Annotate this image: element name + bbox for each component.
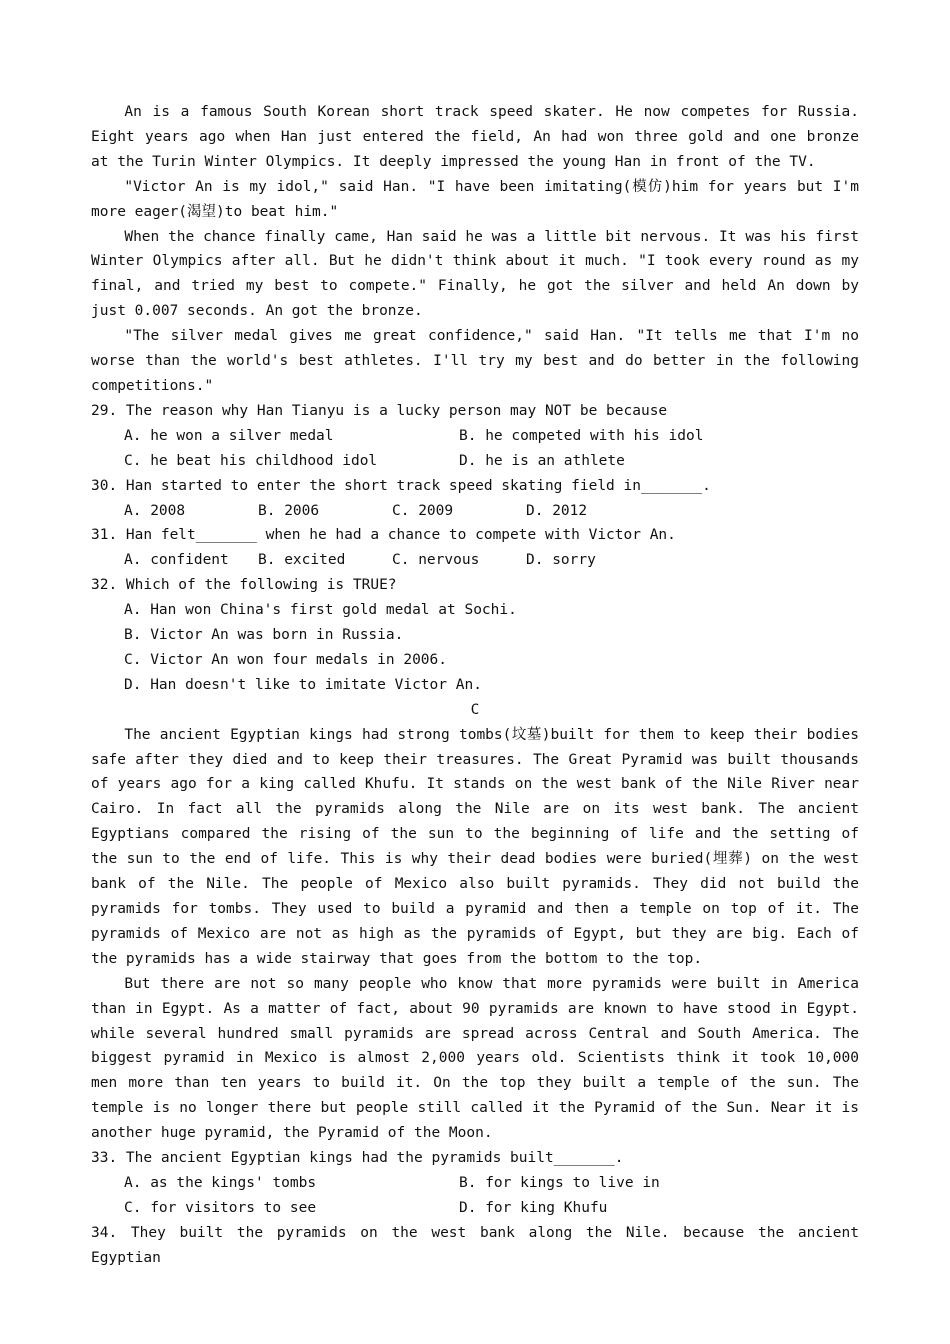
- question-33-options-row-2: [91, 1196, 859, 1221]
- passage-b-paragraph-1: An is a famous South Korean short track speed skater. He now competes for Russia. Eight years ago when Han just entered the field, An had won three gold and one bronze at the Turin Winter Olympics. It deeply impressed the young Han in front of the TV.: [91, 104, 859, 170]
- option-d: D. Han doesn't like to imitate Victor An.: [124, 676, 482, 693]
- option-a: A. confident: [124, 552, 229, 569]
- option-b: B. for kings to live in: [459, 1174, 660, 1191]
- question-30-options: [91, 499, 859, 524]
- exam-page: [91, 100, 859, 1271]
- question-31-options: [91, 548, 859, 573]
- option-d: D. 2012: [526, 502, 588, 519]
- option-b: B. excited: [258, 552, 346, 569]
- question-30: 30. Han started to enter the short track speed skating field in_______.: [91, 477, 711, 494]
- question-29: 29. The reason why Han Tianyu is a lucky person may NOT be because: [91, 402, 668, 419]
- option-a: A. Han won China's first gold medal at Sochi.: [124, 602, 517, 619]
- question-32: 32. Which of the following is TRUE?: [91, 577, 397, 594]
- option-a: A. as the kings' tombs: [124, 1174, 317, 1191]
- option-b: B. Victor An was born in Russia.: [124, 627, 404, 644]
- option-d: D. for king Khufu: [459, 1199, 608, 1216]
- passage-c-paragraph-2: But there are not so many people who know that more pyramids were built in America than in Egypt. As a matter of fact, about 90 pyramids are known to have stood in Egypt. while several hundred small pyramids are spread across Central and South America. The biggest pyramid in Mexico is almost 2,000 years old. Scientists think it took 10,000 men more than ten years to build it. On the top they built a temple of the sun. The temple is no longer there but people still called it the Pyramid of the Sun. Near it is another huge pyramid, the Pyramid of the Moon.: [91, 975, 859, 1142]
- section-c-heading: C: [470, 701, 480, 718]
- option-c: C. 2009: [392, 502, 454, 519]
- option-c: C. he beat his childhood idol: [124, 452, 378, 469]
- option-c: C. Victor An won four medals in 2006.: [124, 651, 448, 668]
- option-d: D. sorry: [526, 552, 596, 569]
- option-d: D. he is an athlete: [459, 452, 625, 469]
- question-31: 31. Han felt_______ when he had a chance to compete with Victor An.: [91, 527, 676, 544]
- question-33-options-row-1: [91, 1171, 859, 1196]
- passage-c-paragraph-1: The ancient Egyptian kings had strong tombs(坟墓)built for them to keep their bodies safe after they died and to keep their treasures. The Great Pyramid was built thousands of years ago for a king called Khufu. It stands on the west bank of the Nile River near Cairo. In fact all the pyramids along the Nile are on its west bank. The ancient Egyptians compared the rising of the sun to the beginning of life and the setting of the sun to the end of life. This is why their dead bodies were buried(埋葬) on the west bank of the Nile. The people of Mexico also built pyramids. They did not build the pyramids for tombs. They used to build a pyramid and then a temple on top of it. The pyramids of Mexico are not as high as the pyramids of Egypt, but they are big. Each of the pyramids has a wide stairway that goes from the bottom to the top.: [91, 726, 859, 967]
- question-29-options-row-1: [91, 424, 859, 449]
- option-c: C. for visitors to see: [124, 1199, 317, 1216]
- passage-b-paragraph-4: "The silver medal gives me great confidence," said Han. "It tells me that I'm no worse than the world's best athletes. I'll try my best and do better in the following competitions.": [91, 328, 859, 394]
- option-a: A. he won a silver medal: [124, 427, 334, 444]
- question-34: 34. They built the pyramids on the west bank along the Nile. because the ancient Egyptian: [91, 1224, 859, 1266]
- option-b: B. 2006: [258, 502, 320, 519]
- option-c: C. nervous: [392, 552, 480, 569]
- passage-b-paragraph-3: When the chance finally came, Han said he was a little bit nervous. It was his first Winter Olympics after all. But he didn't think about it much. "I took every round as my final, and tried my best to compete." Finally, he got the silver and held An down by just 0.007 seconds. An got the bronze.: [91, 228, 859, 320]
- option-a: A. 2008: [124, 502, 186, 519]
- question-33: 33. The ancient Egyptian kings had the pyramids built_______.: [91, 1150, 624, 1167]
- option-b: B. he competed with his idol: [459, 427, 704, 444]
- passage-b-paragraph-2: "Victor An is my idol," said Han. "I have been imitating(模仿)him for years but I'm more eager(渴望)to beat him.": [91, 178, 859, 220]
- question-29-options-row-2: [91, 449, 859, 474]
